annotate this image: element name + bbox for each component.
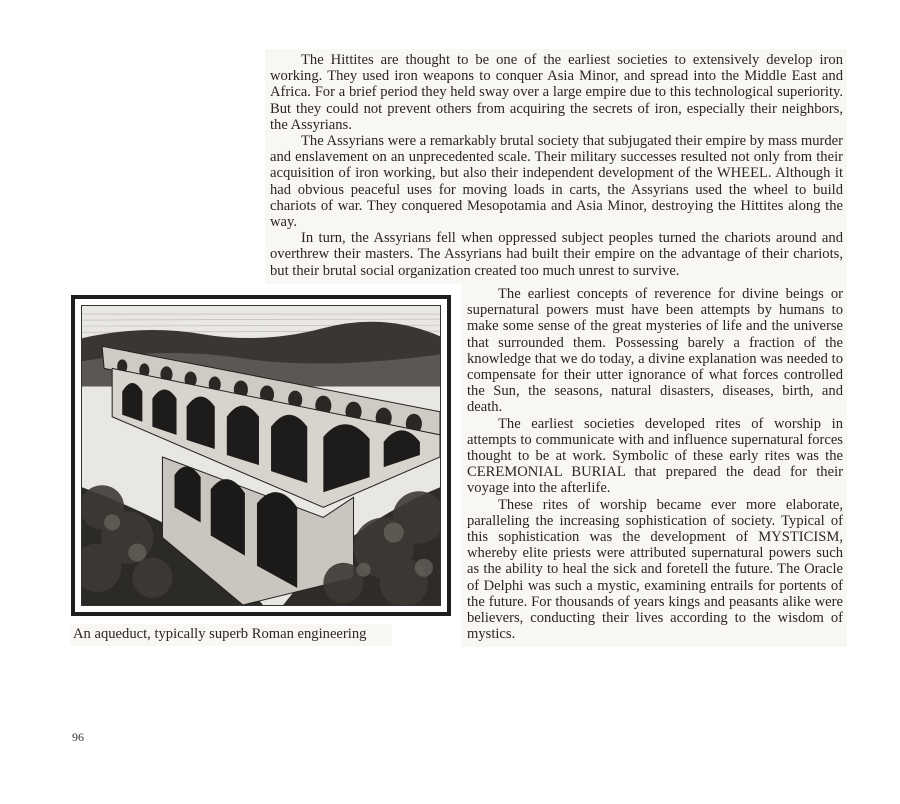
body-text-right	[461, 283, 847, 647]
aqueduct-drawing	[82, 306, 440, 605]
paragraph-rites: The earliest societies developed rites of worship in attempts to communicate with and influence supernatural forces thought to be at work. Symbolic of these early rites was the CEREMONIAL BURIAL that prepared the dead for their voyage into the afterlife.	[467, 415, 843, 497]
figure-aqueduct	[71, 295, 451, 616]
paragraph-assyrians-fall: In turn, the Assyrians fell when oppressed subject peoples turned the chariots around and overthrew their masters. The Assyrians had built their empire on the advantage of their chariots, but their brutal social organization created too much unrest to survive.	[270, 230, 843, 279]
paragraph-hittites: The Hittites are thought to be one of the earliest societies to extensively develop iron working. They used iron weapons to conquer Asia Minor, and spread into the Middle East and Africa. For a brief period they held sway over a large empire due to this technological superiority. But they could not prevent others from acquiring the secrets of iron, especially their neighbors, the Assyrians.	[270, 52, 843, 133]
figure-caption: An aqueduct, typically superb Roman engineering	[70, 624, 392, 646]
aqueduct-illustration	[81, 305, 441, 606]
paragraph-reverence: The earliest concepts of reverence for divine beings or supernatural powers must have been attempts by humans to make some sense of the great mysteries of life and the universe that surrounded them. Possessing barely a fraction of the knowledge that we do today, a divine explanation was needed to compensate for their utter ignorance of what forces controlled the Sun, the seasons, natural disasters, diseases, birth, and death.	[467, 286, 843, 416]
body-text-top	[265, 49, 847, 284]
paragraph-assyrians: The Assyrians were a remarkably brutal society that subjugated their empire by mass murder and enslavement on an unprecedented scale. Their military successes resulted not only from their acquisition of iron working, but also their independent development of the WHEEL. Although it had obvious peaceful uses for moving loads in carts, the Assyrians used the wheel to build chariots of war. They conquered Mesopotamia and Asia Minor, destroying the Hittites along the way.	[270, 133, 843, 231]
page-number: 96	[72, 730, 84, 744]
paragraph-mysticism: These rites of worship became ever more elaborate, paralleling the increasing sophistication of society. Typical of this sophistication was the development of MYSTICISM, whereby elite priests were attributed supernatural powers such as the ability to heal the sick and foretell the future. The Oracle of Delphi was such a mystic, examining entrails for portents of the future. For thousands of years kings and peasants alike were believers, conducting their lives according to the wisdom of mystics.	[467, 496, 843, 643]
